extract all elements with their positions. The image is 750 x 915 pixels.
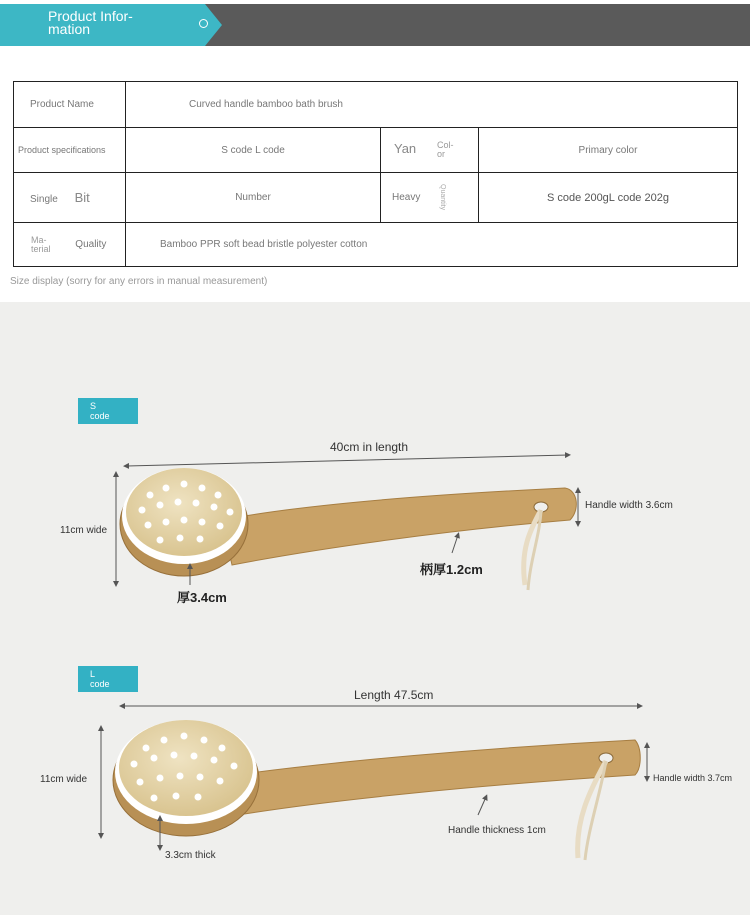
s-handle-thick-arrow: [452, 535, 458, 553]
weight-label: Heavy Quantity: [381, 173, 479, 223]
l-thick-label: 3.3cm thick: [165, 850, 216, 861]
s-code-tag: S code: [78, 398, 138, 424]
circle-icon: [199, 19, 208, 28]
table-row: [14, 82, 738, 128]
product-name-value: Curved handle bamboo bath brush: [126, 82, 738, 128]
s-handle-thick-label: 柄厚1.2cm: [420, 562, 483, 577]
unit-label: Single Bit: [14, 173, 126, 223]
spec-table: [13, 81, 738, 267]
s-width-label: 11cm wide: [60, 525, 108, 536]
brush-illustrations: [0, 302, 750, 915]
s-handle-width-label: Handle width 3.6cm: [585, 500, 673, 511]
material-label: Ma- terial Quality: [14, 223, 126, 267]
l-length-label: Length 47.5cm: [354, 688, 434, 702]
color-value: Primary color: [479, 128, 738, 173]
l-handle-thick-arrow: [478, 797, 486, 815]
spec-value: S code L code: [126, 128, 381, 173]
l-code-tag: L code: [78, 666, 138, 692]
size-note: Size display (sorry for any errors in manual measurement): [10, 276, 268, 287]
table-row: [14, 128, 738, 173]
l-handle-thick-label: Handle thickness 1cm: [448, 825, 546, 836]
material-value: Bamboo PPR soft bead bristle polyester cotton: [126, 223, 738, 267]
product-name-label: Product Name: [14, 82, 126, 128]
spec-label: Product specifications: [14, 128, 126, 173]
l-brush-image: [113, 720, 640, 860]
l-width-label: 11cm wide: [40, 774, 88, 785]
s-thick-label: 厚3.4cm: [177, 590, 227, 605]
color-label: Yan Col- or: [381, 128, 479, 173]
weight-value: S code 200gL code 202g: [479, 173, 738, 223]
table-row: [14, 223, 738, 267]
s-brush-image: [120, 468, 576, 590]
unit-value: Number: [126, 173, 381, 223]
s-length-label: 40cm in length: [330, 440, 409, 454]
table-row: [14, 173, 738, 223]
s-length-arrow: [126, 455, 568, 466]
banner-title: Product Infor- mation: [48, 8, 133, 37]
l-handle-width-label: Handle width 3.7cm: [653, 773, 733, 783]
